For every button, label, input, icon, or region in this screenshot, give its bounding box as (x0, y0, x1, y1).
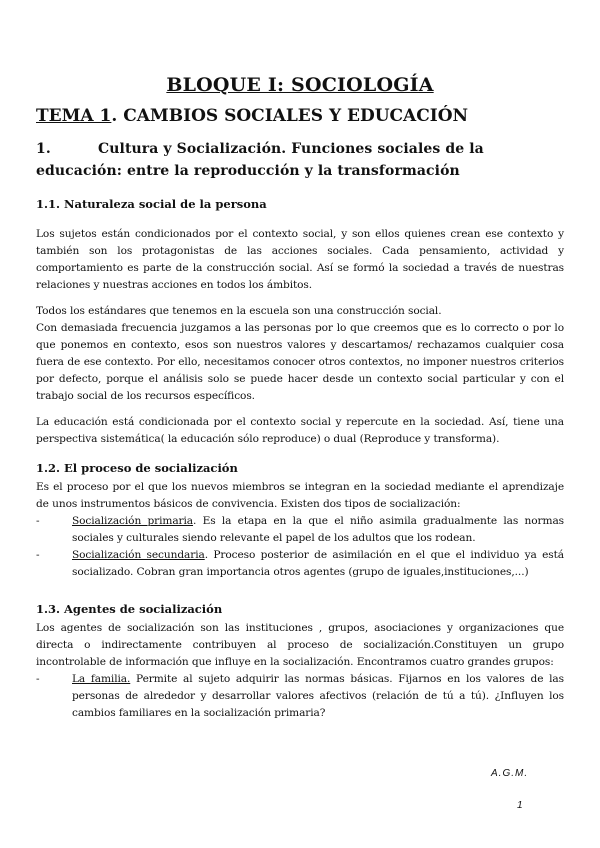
subsection-1-1-heading: 1.1. Naturaleza social de la persona (36, 197, 267, 211)
list-item (36, 671, 564, 722)
subsection-1-2-body (36, 479, 564, 581)
list-item-text (72, 671, 564, 722)
list-dash: - (36, 549, 40, 561)
list-item-description: . Proceso posterior de asimilación en el que el individuo ya está socializado. Cobran gran importancia otros agentes (grupo de iguales,instituciones,...) (72, 549, 564, 578)
section-1-title: Cultura y Socialización. Funciones sociales de la educación: entre la reproducción y la transformación (36, 141, 484, 179)
paragraph-2-line-1: Todos los estándares que tenemos en la escuela son una construcción social. (36, 305, 442, 317)
list-dash: - (36, 673, 40, 685)
author-initials: A.G.M. (491, 768, 529, 779)
list-item-text (72, 547, 564, 581)
subsection-1-1-paragraph-3: La educación está condicionada por el contexto social y repercute en la sociedad. Así, tiene una perspectiva sistemática( la educación sólo reproduce) o dual (Reproduce y transforma). (36, 416, 564, 445)
page-number: 1 (517, 800, 523, 811)
subsection-1-1-paragraph-1: Los sujetos están condicionados por el contexto social, y son ellos quienes crean ese contexto y también son los protagonistas de las acciones sociales. Cada pensamiento, actividad y comportamiento es parte de la construcción social. Así se formó la sociedad a través de nuestras relaciones y nuestras acciones en todos los ámbitos. (36, 228, 564, 291)
list-item (36, 513, 564, 547)
list-item-term: Socialización primaria (72, 515, 194, 527)
subsection-1-3-intro: Los agentes de socialización son las instituciones , grupos, asociaciones y organizaciones que directa o indirectamente contribuyen al proceso de socialización.Constituyen un grupo incontrolable de información que influye en la socialización. Encontramos cuatro grandes grupos: (36, 622, 564, 668)
list-item-text (72, 513, 564, 547)
subsection-1-3-heading: 1.3. Agentes de socialización (36, 602, 223, 616)
section-1-heading (36, 138, 566, 182)
list-item (36, 547, 564, 581)
subsection-1-2-intro: Es el proceso por el que los nuevos miembros se integran en la sociedad mediante el aprendizaje de unos instrumentos básicos de convivencia. Existen dos tipos de socialización: (36, 481, 564, 510)
section-1-number: 1. (36, 141, 51, 157)
subsection-1-3-body (36, 620, 564, 722)
list-item-description: . Es la etapa en la que el niño asimila gradualmente las normas sociales y culturales siendo relevante el papel de los adultos que los rodean. (72, 515, 564, 544)
list-item-term: Socialización secundaria (72, 549, 205, 561)
list-item-description: Permite al sujeto adquirir las normas básicas. Fijarnos en los valores de las personas de alrededor y desarrollar valores afectivos (relación de tú a tú). ¿Influyen los cambios familiares en la socialización primaria? (72, 673, 564, 719)
block-title: BLOQUE I: SOCIOLOGÍA (166, 74, 434, 96)
paragraph-2-body: Con demasiada frecuencia juzgamos a las personas por lo que creemos que es lo correcto o por lo que ponemos en contexto, esos son nuestros valores y descartamos/ rechazamos cualquier cosa fuera de ese contexto. Por ello, necesitamos conocer otros contextos, no imponer nuestros criterios por defecto, porque el análisis solo se puede hacer desde un contexto social particular y con el trabajo social de los recursos específicos. (36, 322, 564, 402)
subsection-1-1-paragraph-2 (36, 303, 564, 405)
subsection-1-2-heading: 1.2. El proceso de socialización (36, 461, 238, 475)
list-dash: - (36, 515, 40, 527)
tema-heading (36, 106, 468, 126)
tema-label: TEMA 1 (36, 106, 112, 126)
list-item-term: La familia. (72, 673, 131, 685)
tema-title: . CAMBIOS SOCIALES Y EDUCACIÓN (111, 106, 469, 126)
